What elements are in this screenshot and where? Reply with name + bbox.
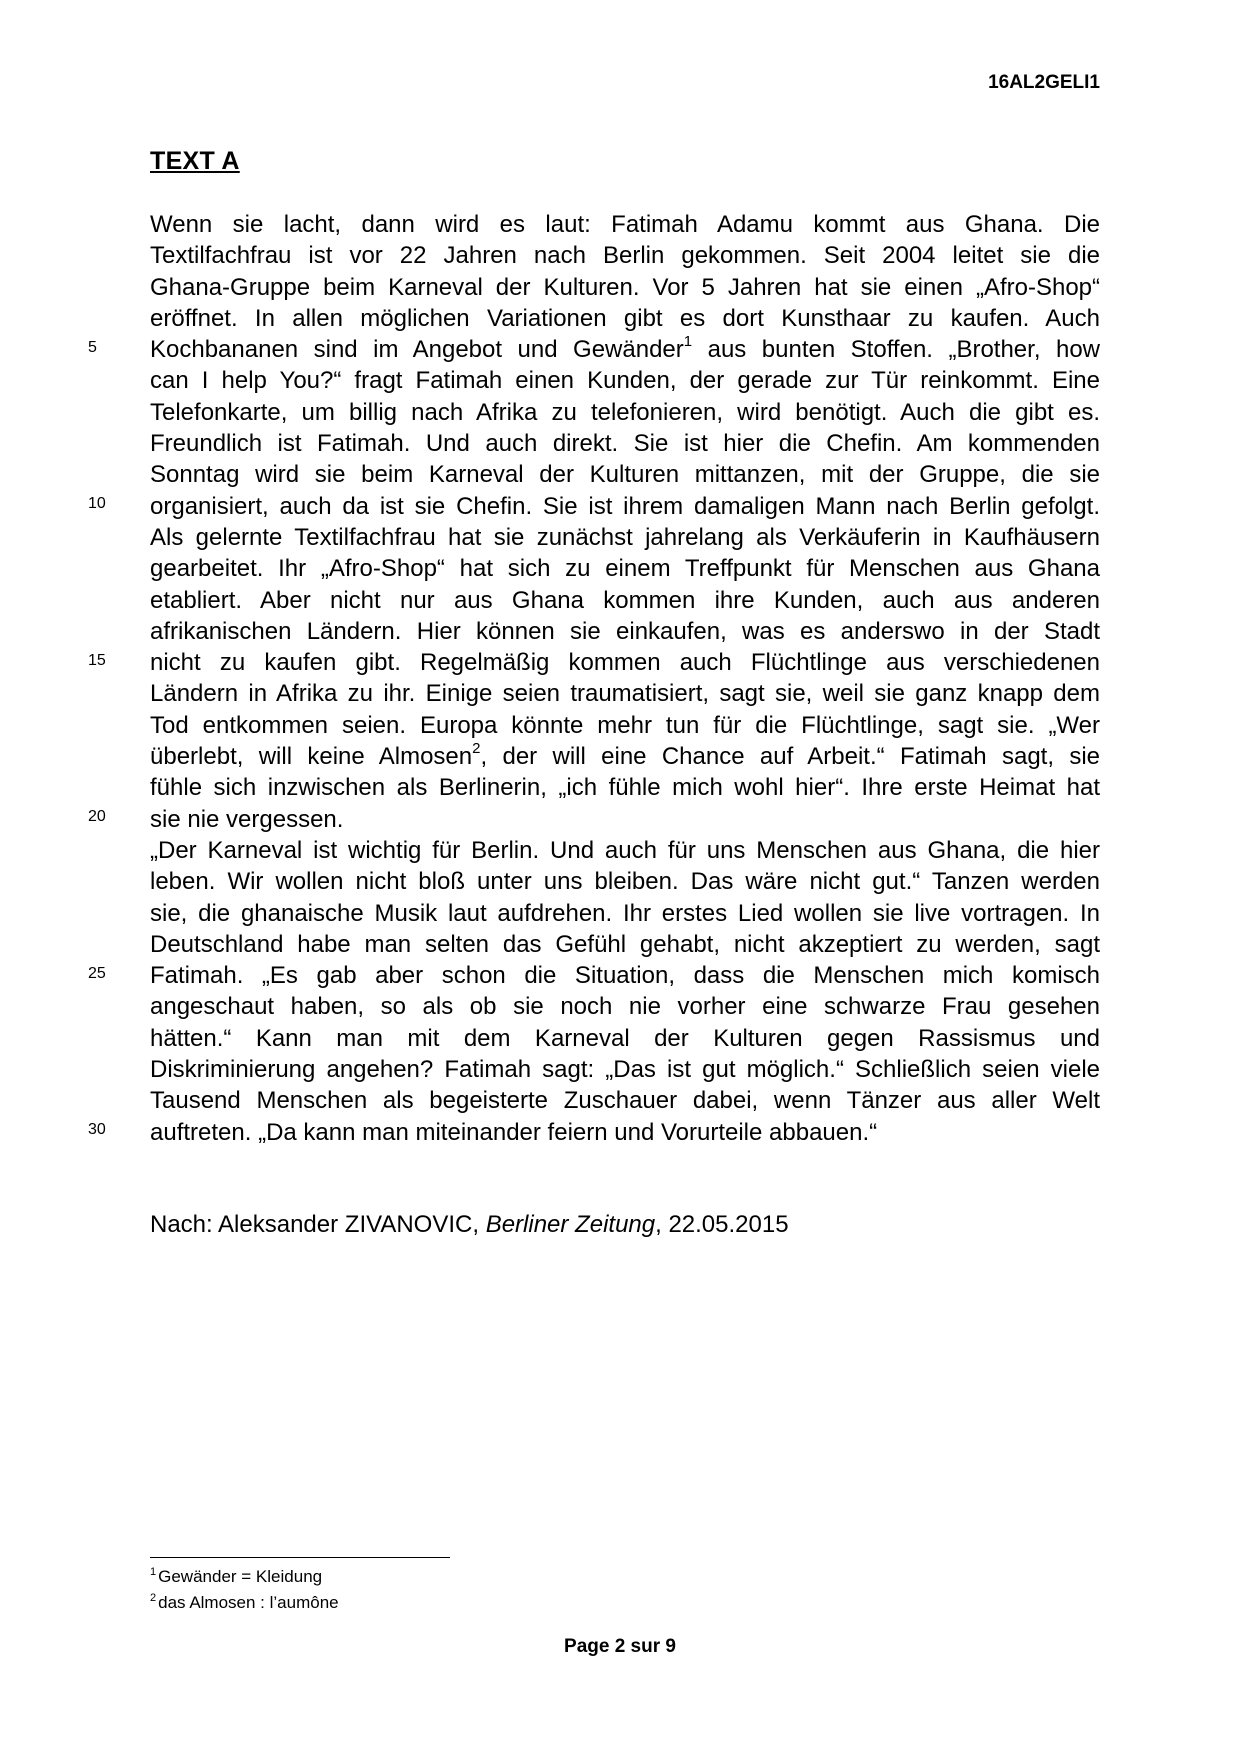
footnote [150, 1564, 339, 1590]
line-number: 25 [88, 965, 106, 982]
text-line [150, 741, 1100, 772]
text-line: „Der Karneval ist wichtig für Berlin. Und auch für uns Menschen aus Ghana, die hier [150, 836, 1100, 864]
line-number: 20 [88, 808, 106, 825]
source-prefix: Nach: Aleksander ZIVANOVIC, [150, 1211, 486, 1238]
document-code: 16AL2GELI1 [988, 72, 1100, 93]
text-line: Wenn sie lacht, dann wird es laut: Fatimah Adamu kommt aus Ghana. Die [150, 211, 1100, 238]
text-line: nicht zu kaufen gibt. Regelmäßig kommen auch Flüchtlinge aus verschiedenen [150, 649, 1100, 677]
footnote-text: Gewänder = Kleidung [158, 1567, 323, 1586]
text-line: Diskriminierung angehen? Fatimah sagt: „Das ist gut möglich.“ Schließlich seien viele [150, 1056, 1100, 1084]
text-line: Als gelernte Textilfachfrau hat sie zunächst jahrelang als Verkäuferin in Kaufhäusern [150, 523, 1100, 551]
footnote-ref: 2 [472, 740, 481, 758]
footnote [150, 1590, 339, 1616]
publication-name: Berliner Zeitung [485, 1211, 656, 1238]
footnote-number: 1 [150, 1566, 157, 1578]
text-line: afrikanischen Ländern. Hier können sie einkaufen, was es anderswo in der Stadt [150, 617, 1100, 645]
text-line: organisiert, auch da ist sie Chefin. Sie ist ihrem damaligen Mann nach Berlin gefolgt. [150, 492, 1100, 520]
text-line: auftreten. „Da kann man miteinander feiern und Vorurteile abbauen.“ [150, 1118, 878, 1146]
text-line [150, 334, 1100, 365]
line-number: 10 [88, 495, 106, 512]
text-line: hätten.“ Kann man mit dem Karneval der Kulturen gegen Rassismus und [150, 1024, 1100, 1052]
text-line: sie nie vergessen. [150, 805, 344, 833]
text-line: Sonntag wird sie beim Karneval der Kulturen mittanzen, mit der Gruppe, die sie [150, 461, 1100, 489]
line-number: 30 [88, 1121, 106, 1138]
line-number: 15 [88, 652, 106, 669]
text-line: fühle sich inzwischen als Berlinerin, „ich fühle mich wohl hier“. Ihre erste Heimat hat [150, 774, 1100, 802]
text-line: Deutschland habe man selten das Gefühl gehabt, nicht akzeptiert zu werden, sagt [150, 930, 1100, 958]
text-segment: aus bunten Stoffen. „Brother, how [692, 336, 1101, 364]
footnote-text: das Almosen : l’aumône [158, 1593, 339, 1612]
text-line: Freundlich ist Fatimah. Und auch direkt. Sie ist hier die Chefin. Am kommenden [150, 430, 1100, 458]
line-number: 5 [88, 339, 97, 356]
source-date: , 22.05.2015 [655, 1211, 789, 1238]
footnotes [150, 1564, 339, 1616]
text-line: Telefonkarte, um billig nach Afrika zu telefonieren, wird benötigt. Auch die gibt es. [150, 398, 1100, 426]
text-line: leben. Wir wollen nicht bloß unter uns bleiben. Das wäre nicht gut.“ Tanzen werden [150, 868, 1100, 896]
text-segment: , der will eine Chance auf Arbeit.“ Fatimah sagt, sie [480, 743, 1101, 771]
footnote-divider [150, 1557, 450, 1558]
article-body [150, 209, 1100, 1148]
footnote-ref: 1 [683, 333, 693, 351]
text-line: Textilfachfrau ist vor 22 Jahren nach Berlin gekommen. Seit 2004 leitet sie die [150, 242, 1100, 270]
source-citation [150, 1211, 789, 1239]
page-number: Page 2 sur 9 [564, 1636, 676, 1657]
text-line: Tod entkommen seien. Europa könnte mehr tun für die Flüchtlinge, sagt sie. „Wer [150, 711, 1100, 739]
footnote-number: 2 [150, 1592, 157, 1604]
text-line: Ländern in Afrika zu ihr. Einige seien traumatisiert, sagt sie, weil sie ganz knapp dem [150, 680, 1100, 708]
text-line: can I help You?“ fragt Fatimah einen Kunden, der gerade zur Tür reinkommt. Eine [150, 367, 1100, 395]
text-line: angeschaut haben, so als ob sie noch nie vorher eine schwarze Frau gesehen [150, 993, 1100, 1021]
text-line: etabliert. Aber nicht nur aus Ghana kommen ihre Kunden, auch aus anderen [150, 586, 1100, 614]
text-heading: TEXT A [150, 147, 240, 175]
text-line: eröffnet. In allen möglichen Variationen gibt es dort Kunsthaar zu kaufen. Auch [150, 304, 1100, 332]
text-line: Tausend Menschen als begeisterte Zuschauer dabei, wenn Tänzer aus aller Welt [150, 1087, 1100, 1115]
text-line: Ghana-Gruppe beim Karneval der Kulturen. Vor 5 Jahren hat sie einen „Afro-Shop“ [150, 273, 1100, 301]
text-segment: Kochbananen sind im Angebot und Gewänder [150, 336, 684, 364]
text-line: gearbeitet. Ihr „Afro-Shop“ hat sich zu einem Treffpunkt für Menschen aus Ghana [150, 555, 1100, 583]
text-line: Fatimah. „Es gab aber schon die Situation, dass die Menschen mich komisch [150, 962, 1100, 990]
text-line: sie, die ghanaische Musik laut aufdrehen. Ihr erstes Lied wollen sie live vortragen. In [150, 899, 1100, 927]
text-segment: überlebt, will keine Almosen [150, 743, 473, 771]
